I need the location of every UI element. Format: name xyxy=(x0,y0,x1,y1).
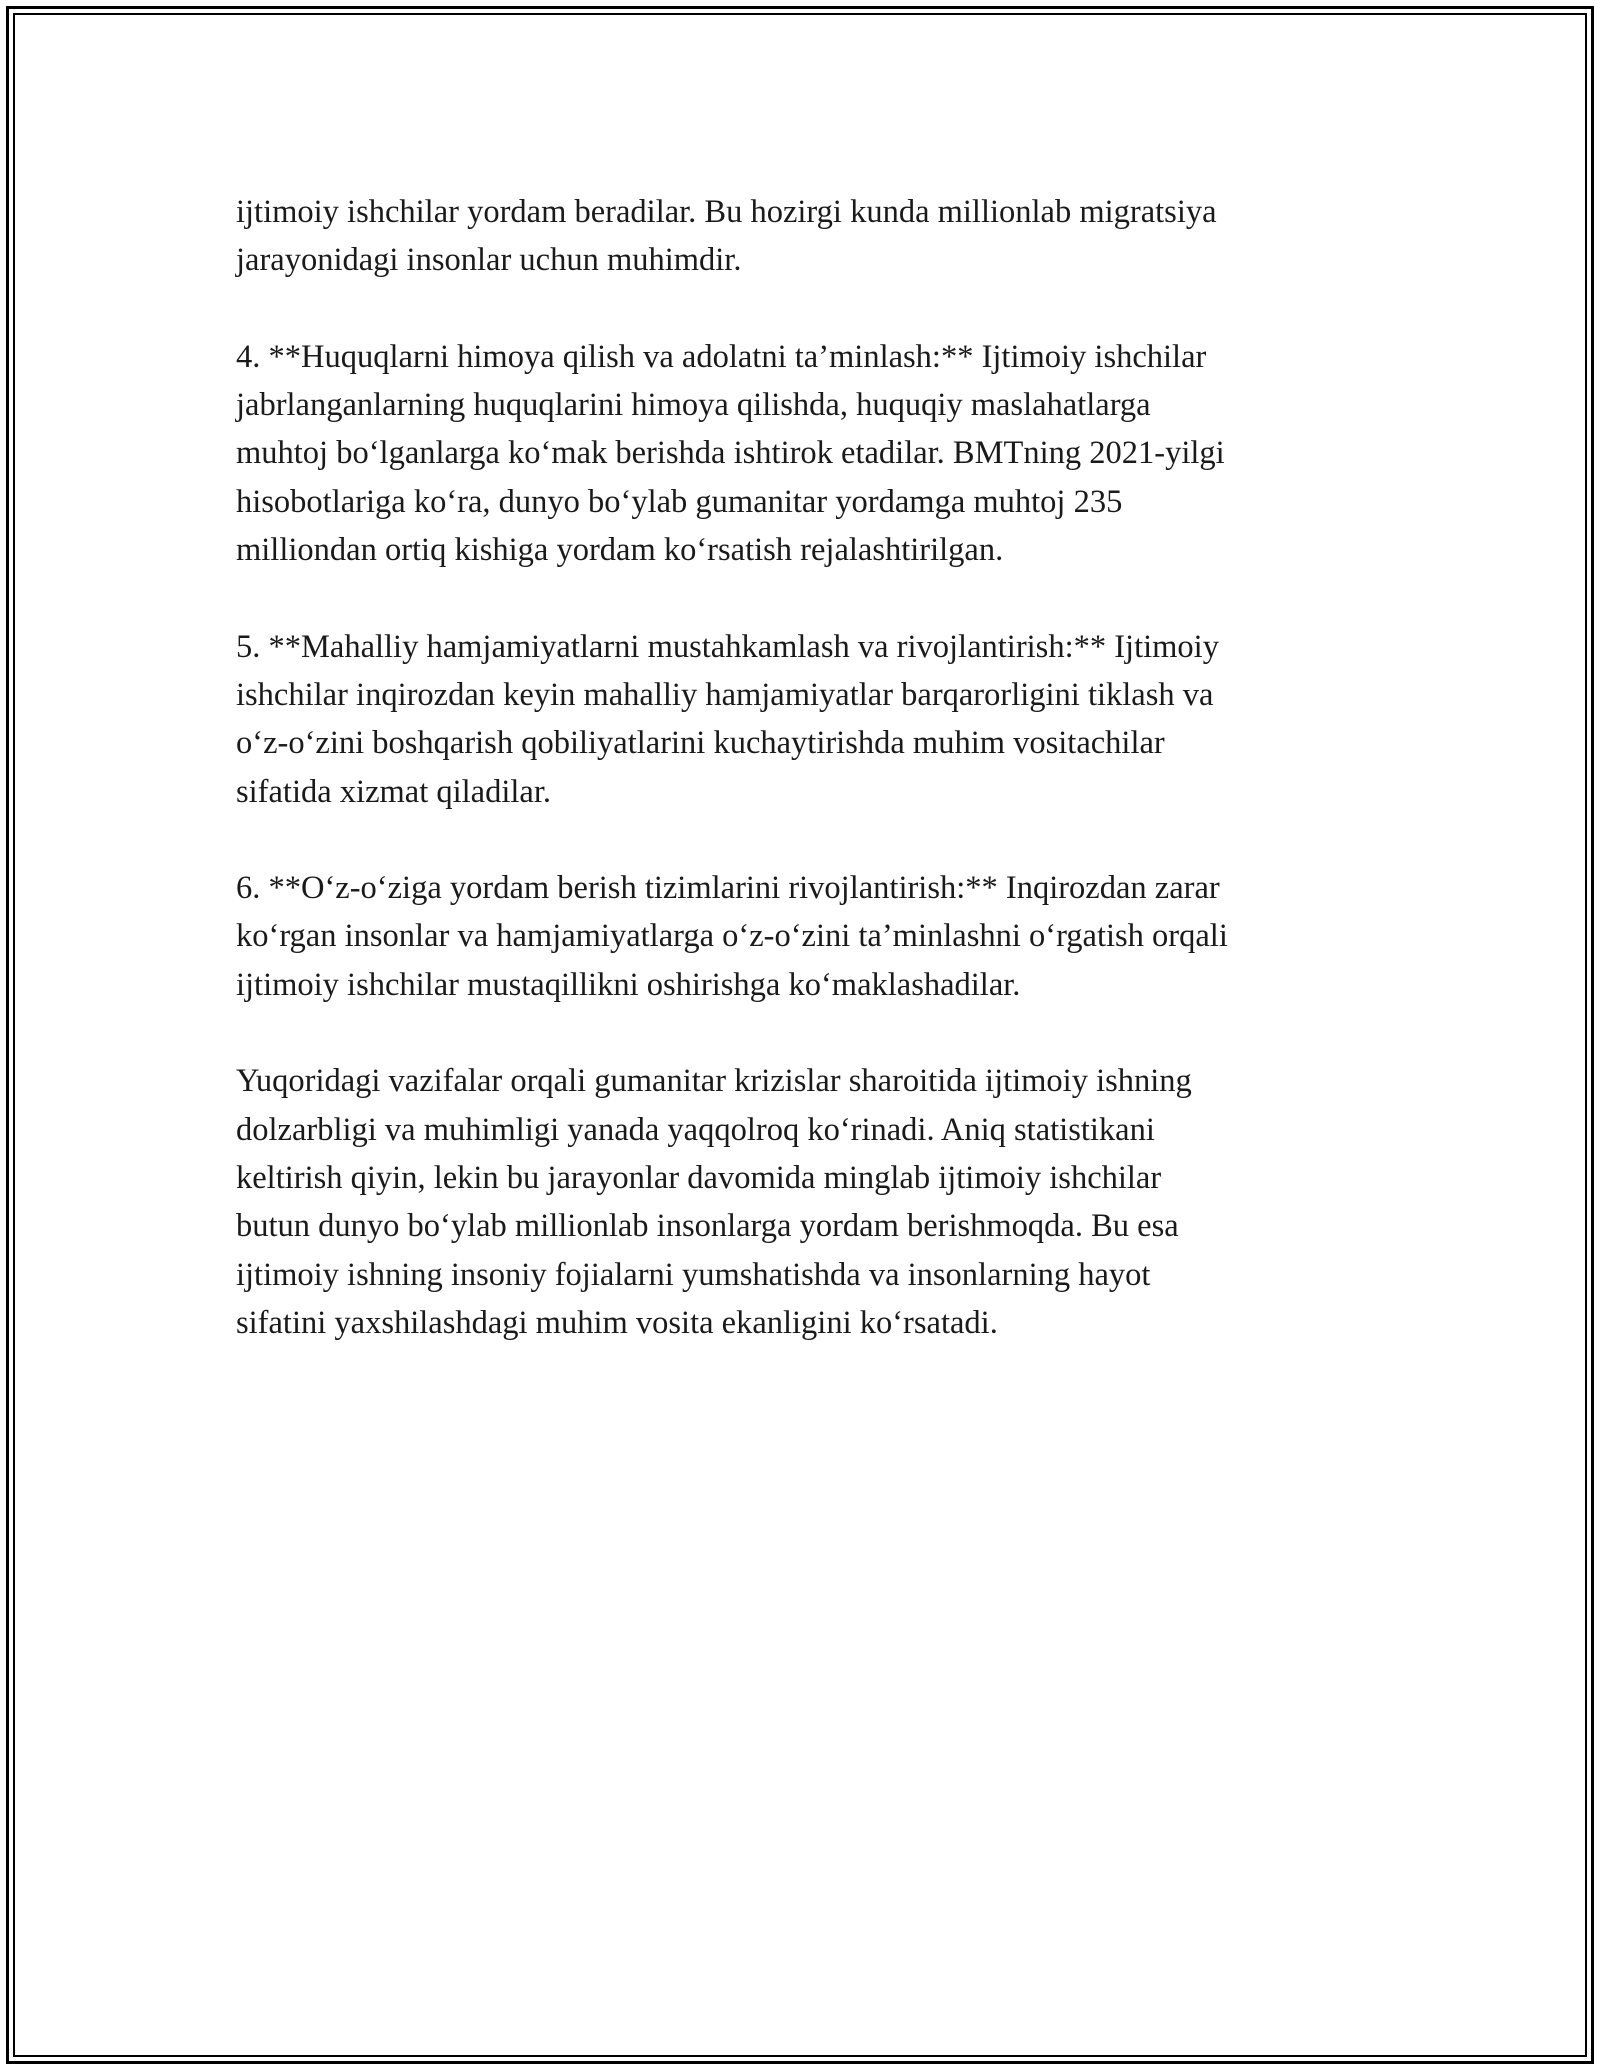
text-line: jabrlanganlarning huquqlarini himoya qilishda, huquqiy maslahatlarga xyxy=(236,387,1151,424)
text-line: ko‘rgan insonlar va hamjamiyatlarga o‘z-o‘zini ta’minlashni o‘rgatish orqali xyxy=(236,918,1228,955)
text-line: ijtimoiy ishchilar mustaqillikni oshirishga ko‘maklashadilar. xyxy=(236,966,1021,1003)
text-line: sifatida xizmat qiladilar. xyxy=(236,773,551,810)
paragraph-continuation xyxy=(236,188,1396,285)
paragraph-item-4 xyxy=(236,333,1396,574)
text-line: ijtimoiy ishning insoniy fojialarni yumshatishda va insonlarning hayot xyxy=(236,1256,1151,1293)
text-line: ishchilar inqirozdan keyin mahalliy hamjamiyatlar barqarorligini tiklash va xyxy=(236,676,1214,713)
paragraph-conclusion xyxy=(236,1057,1396,1347)
text-line: butun dunyo bo‘ylab millionlab insonlarga yordam berishmoqda. Bu esa xyxy=(236,1208,1179,1245)
text-line: jarayonidagi insonlar uchun muhimdir. xyxy=(236,242,742,279)
text-line: o‘z-o‘zini boshqarish qobiliyatlarini kuchaytirishda muhim vositachilar xyxy=(236,725,1165,762)
text-line: 4. **Huquqlarni himoya qilish va adolatni ta’minlash:** Ijtimoiy ishchilar xyxy=(236,338,1207,375)
text-line: hisobotlariga ko‘ra, dunyo bo‘ylab gumanitar yordamga muhtoj 235 xyxy=(236,483,1123,520)
text-line: keltirish qiyin, lekin bu jarayonlar davomida minglab ijtimoiy ishchilar xyxy=(236,1159,1162,1196)
text-line: dolzarbligi va muhimligi yanada yaqqolroq ko‘rinadi. Aniq statistikani xyxy=(236,1111,1155,1148)
paragraph-item-5 xyxy=(236,623,1396,816)
text-line: milliondan ortiq kishiga yordam ko‘rsatish rejalashtirilgan. xyxy=(236,532,1004,569)
text-line: sifatini yaxshilashdagi muhim vosita ekanligini ko‘rsatadi. xyxy=(236,1304,998,1341)
text-line: muhtoj bo‘lganlarga ko‘mak berishda ishtirok etadilar. BMTning 2021-yilgi xyxy=(236,435,1225,472)
document-body xyxy=(236,188,1396,1395)
text-line: 6. **O‘z-o‘ziga yordam berish tizimlarini rivojlantirish:** Inqirozdan zarar xyxy=(236,870,1220,907)
paragraph-item-6 xyxy=(236,864,1396,1009)
text-line: 5. **Mahalliy hamjamiyatlarni mustahkamlash va rivojlantirish:** Ijtimoiy xyxy=(236,628,1219,665)
text-line: ijtimoiy ishchilar yordam beradilar. Bu hozirgi kunda millionlab migratsiya xyxy=(236,194,1217,230)
text-line: Yuqoridagi vazifalar orqali gumanitar krizislar sharoitida ijtimoiy ishning xyxy=(236,1063,1192,1100)
